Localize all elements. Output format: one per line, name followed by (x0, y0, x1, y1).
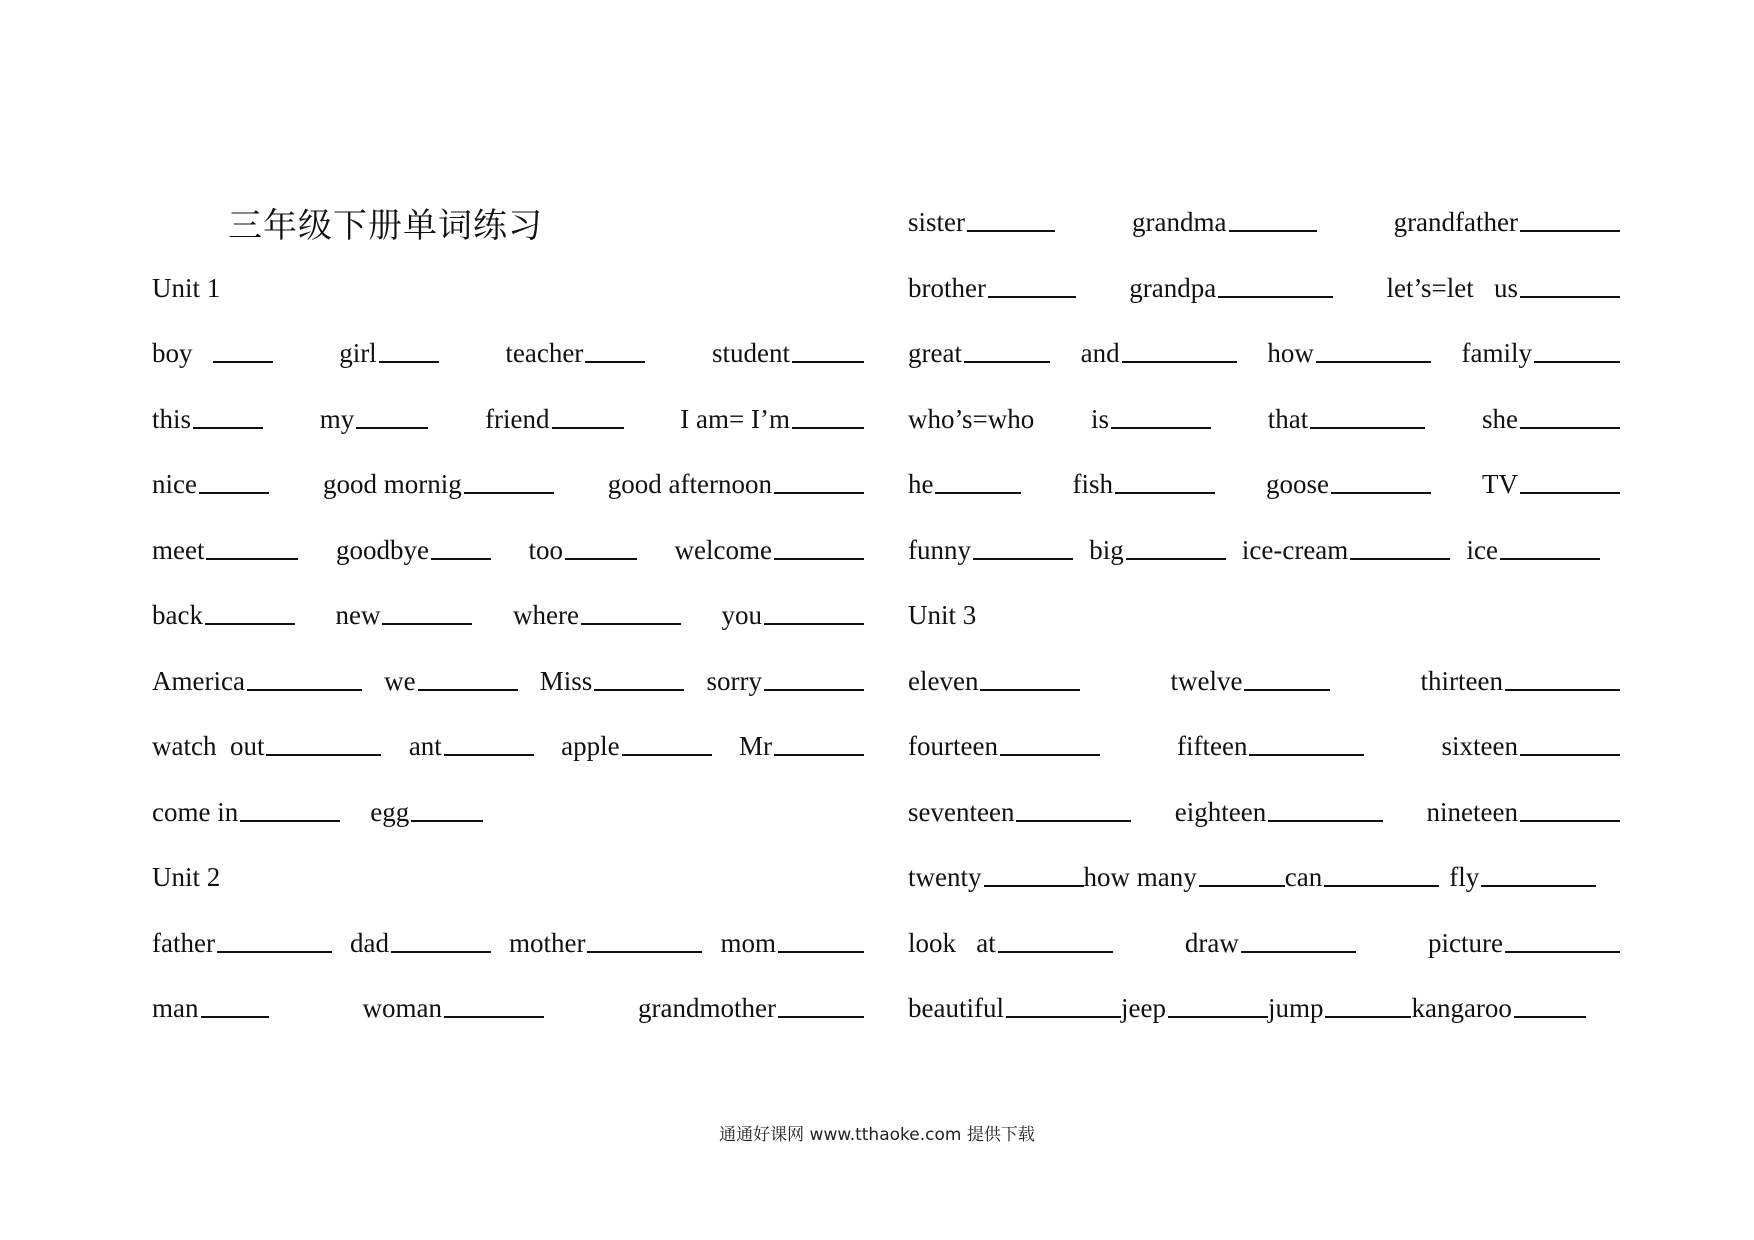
word-item: eleven (908, 666, 1080, 697)
word-item: welcome (675, 535, 864, 566)
word-row (908, 256, 1620, 322)
word-item: America (152, 666, 362, 697)
footer-credit: 通通好课网 www.tthaoke.com 提供下载 (719, 1125, 1035, 1145)
word-row (908, 452, 1620, 518)
word-row (152, 911, 864, 977)
word-item: good afternoon (608, 469, 864, 500)
word-item: jump (1268, 993, 1412, 1024)
word-item: back (152, 600, 295, 631)
word-row (152, 780, 864, 846)
word-row (908, 649, 1620, 715)
unit-1-heading: Unit 1 (152, 272, 221, 303)
word-row (152, 976, 864, 1042)
word-item: new (335, 600, 472, 631)
word-item: beautiful (908, 993, 1121, 1024)
word-item: mother (509, 928, 702, 959)
word-row (908, 518, 1620, 584)
word-item: thirteen (1421, 666, 1620, 697)
word-item: twenty (908, 862, 1084, 893)
word-item: you (721, 600, 864, 631)
word-row (152, 452, 864, 518)
word-item: how many (1084, 862, 1285, 893)
word-row (152, 714, 864, 780)
word-item: mom (720, 928, 864, 959)
word-item: fifteen (1177, 731, 1364, 762)
word-item: draw (1185, 928, 1356, 959)
word-row (908, 190, 1620, 256)
word-row (908, 321, 1620, 387)
word-item: teacher (505, 338, 645, 369)
page-title: 三年级下册单词练习 (228, 206, 543, 247)
word-item: he (908, 469, 1021, 500)
word-item: big (1089, 535, 1226, 566)
word-item: sister (908, 207, 1055, 238)
word-item: seventeen (908, 797, 1131, 828)
word-item: ice (1466, 535, 1599, 566)
word-item: look at (908, 928, 1113, 959)
unit-3-heading: Unit 3 (908, 600, 977, 631)
word-row (908, 911, 1620, 977)
word-item: jeep (1121, 993, 1268, 1024)
word-row (908, 845, 1620, 911)
word-item: Miss (540, 666, 685, 697)
word-item: let’s=let us (1387, 273, 1620, 304)
word-item: man (152, 993, 269, 1024)
word-item: we (384, 666, 517, 697)
word-item: nice (152, 469, 269, 500)
word-item: fourteen (908, 731, 1100, 762)
word-item: picture (1428, 928, 1620, 959)
word-item: and (1081, 338, 1237, 369)
word-item: grandpa (1129, 273, 1333, 304)
right-column (908, 190, 1620, 1042)
word-item: can (1285, 862, 1439, 893)
word-row (908, 976, 1620, 1042)
word-item: eighteen (1175, 797, 1383, 828)
word-item: apple (561, 731, 711, 762)
word-item: great (908, 338, 1050, 369)
word-item: this (152, 404, 263, 435)
word-item: twelve (1171, 666, 1331, 697)
word-item: goose (1266, 469, 1431, 500)
word-row (152, 518, 864, 584)
word-item: good mornig (323, 469, 554, 500)
word-item: I am= I’m (680, 404, 864, 435)
word-item: my (320, 404, 429, 435)
word-item: watch out (152, 731, 381, 762)
word-item: dad (350, 928, 491, 959)
word-item: that (1268, 404, 1426, 435)
word-item: too (529, 535, 638, 566)
word-item: is (1091, 404, 1211, 435)
word-item: grandmother (638, 993, 864, 1024)
word-row (908, 387, 1620, 453)
word-item: ant (409, 731, 534, 762)
word-row (908, 780, 1620, 846)
word-item: student (712, 338, 864, 369)
word-item: sixteen (1442, 731, 1620, 762)
word-item: Mr (739, 731, 864, 762)
left-column (152, 190, 864, 1042)
word-item: brother (908, 273, 1076, 304)
word-item: come in (152, 797, 340, 828)
word-item: fish (1072, 469, 1215, 500)
word-item: TV (1482, 469, 1620, 500)
word-item: woman (363, 993, 544, 1024)
word-item: boy (152, 338, 273, 369)
word-row (152, 321, 864, 387)
word-item: who’s=who (908, 403, 1035, 434)
unit-2-heading: Unit 2 (152, 862, 221, 893)
word-item: family (1462, 338, 1620, 369)
word-row (908, 714, 1620, 780)
word-item: fly (1449, 862, 1596, 893)
word-item: meet (152, 535, 298, 566)
word-item: grandma (1132, 207, 1316, 238)
word-row (152, 583, 864, 649)
word-row (152, 649, 864, 715)
word-item: egg (370, 797, 483, 828)
word-item: sorry (706, 666, 864, 697)
word-item: friend (485, 404, 623, 435)
word-item: kangaroo (1411, 993, 1585, 1024)
word-row (152, 387, 864, 453)
word-item: girl (339, 338, 439, 369)
word-item: grandfather (1394, 207, 1620, 238)
word-item: father (152, 928, 332, 959)
word-item: ice-cream (1242, 535, 1450, 566)
word-item: goodbye (336, 535, 491, 566)
word-item: where (513, 600, 681, 631)
word-item: how (1267, 338, 1431, 369)
word-item: funny (908, 535, 1073, 566)
word-item: she (1482, 404, 1620, 435)
word-item: nineteen (1427, 797, 1620, 828)
